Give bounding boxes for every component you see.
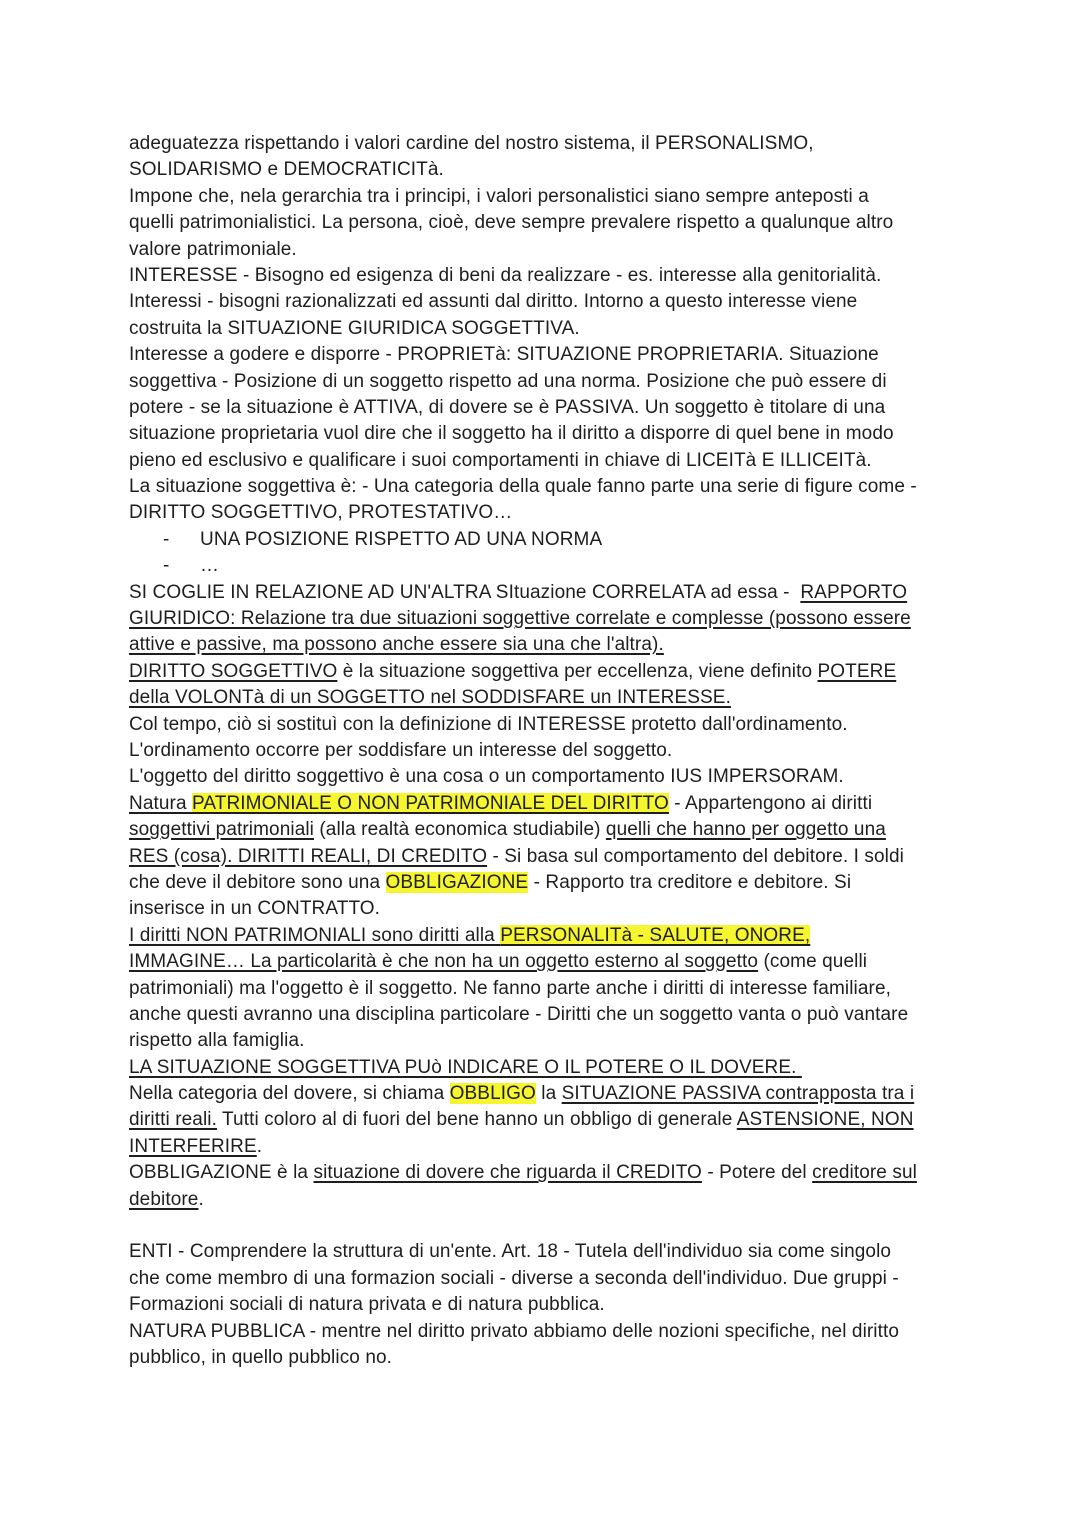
text-segment: . xyxy=(198,1188,204,1210)
text-segment: GIURIDICO: Relazione tra due situazioni soggettive correlate e complesse (possono essere xyxy=(129,608,911,630)
document-text xyxy=(129,131,959,1371)
text-segment: creditore sul xyxy=(812,1162,917,1184)
text-segment: PERSONALITà - SALUTE, ONORE, xyxy=(500,924,811,946)
document-line xyxy=(129,157,959,183)
bullet-dash: - xyxy=(163,528,170,550)
document-line xyxy=(129,1160,959,1186)
document-line xyxy=(129,923,959,949)
text-segment: RES (cosa). DIRITTI REALI, DI CREDITO xyxy=(129,845,488,867)
document-line xyxy=(129,844,959,870)
document-line xyxy=(129,870,959,896)
text-segment: SI COGLIE IN RELAZIONE AD UN'ALTRA SItuazione CORRELATA ad essa - xyxy=(129,581,801,603)
text-segment: potere - se la situazione è ATTIVA, di dovere se è PASSIVA. Un soggetto è titolare di una xyxy=(129,396,886,418)
document-line xyxy=(129,1187,959,1213)
document-line xyxy=(129,395,959,421)
document-line xyxy=(129,263,959,289)
document-line xyxy=(129,1134,959,1160)
document-line xyxy=(129,210,959,236)
text-segment: INTERFERIRE xyxy=(129,1135,257,1157)
text-segment: I diritti NON PATRIMONIALI sono diritti alla xyxy=(129,924,501,946)
document-line xyxy=(129,580,959,606)
text-segment: soggettiva - Posizione di un soggetto rispetto ad una norma. Posizione che può essere di xyxy=(129,370,887,392)
text-segment: soggettivi patrimoniali xyxy=(129,819,314,841)
text-segment: PATRIMONIALE O NON PATRIMONIALE DEL DIRITTO xyxy=(192,792,669,814)
text-segment: - Rapporto tra creditore e debitore. Si xyxy=(528,871,852,893)
text-segment: quelli patrimonialistici. La persona, cioè, deve sempre prevalere rispetto a qualunque altro xyxy=(129,212,894,234)
text-segment: - Si basa sul comportamento del debitore. I soldi xyxy=(487,845,904,867)
text-segment: adeguatezza rispettando i valori cardine del nostro sistema, il PERSONALISMO, xyxy=(129,133,814,154)
text-segment: POTERE xyxy=(817,660,897,682)
text-segment: DIRITTO SOGGETTIVO xyxy=(129,660,338,682)
document-line xyxy=(129,976,959,1002)
text-segment: INTERESSE - Bisogno ed esigenza di beni da realizzare - es. interesse alla genitorialità. xyxy=(129,264,882,286)
text-segment: Interesse a godere e disporre - PROPRIETà: SITUAZIONE PROPRIETARIA. Situazione xyxy=(129,344,879,366)
text-segment: (alla realtà economica studiabile) xyxy=(314,819,606,841)
document-line xyxy=(129,448,959,474)
document-line xyxy=(129,738,959,764)
text-segment: Col tempo, ciò si sostituì con la definizione di INTERESSE protetto dall'ordinamento. xyxy=(129,713,848,735)
text-segment: - Potere del xyxy=(701,1162,813,1184)
text-segment: (come quelli xyxy=(758,951,868,973)
document-line xyxy=(129,1107,959,1133)
text-segment: SOLIDARISMO e DEMOCRATICITà. xyxy=(129,159,444,181)
text-segment: è la situazione soggettiva per eccellenza, viene definito xyxy=(337,660,818,682)
text-segment: situazione proprietaria vuol dire che il soggetto ha il diritto a disporre di quel bene in modo xyxy=(129,423,894,445)
text-segment: Natura xyxy=(129,792,193,814)
bullet-line xyxy=(129,553,959,579)
bullet-line xyxy=(129,527,959,553)
document-line xyxy=(129,606,959,632)
document-line xyxy=(129,1292,959,1318)
text-segment: RAPPORTO xyxy=(800,581,908,603)
document-line xyxy=(129,289,959,315)
text-segment: anche questi avranno una disciplina particolare - Diritti che un soggetto vanta o può vantare xyxy=(129,1003,909,1025)
text-segment: situazione di dovere che riguarda il CREDITO xyxy=(313,1162,702,1184)
text-segment: NATURA PUBBLICA - mentre nel diritto privato abbiamo delle nozioni specifiche, nel diritto xyxy=(129,1320,900,1342)
document-line xyxy=(129,1345,959,1371)
document-line xyxy=(129,369,959,395)
bullet-dash: - xyxy=(163,555,170,577)
text-segment: UNA POSIZIONE RISPETTO AD UNA NORMA xyxy=(200,528,603,550)
document-line xyxy=(129,474,959,500)
text-segment: DIRITTO SOGGETTIVO, PROTESTATIVO… xyxy=(129,502,513,524)
text-segment: IMMAGINE… La particolarità è che non ha un oggetto esterno al soggetto xyxy=(129,951,759,973)
document-line xyxy=(129,1028,959,1054)
document-line xyxy=(129,500,959,526)
text-segment: OBBLIGAZIONE xyxy=(385,871,529,893)
document-line xyxy=(129,659,959,685)
text-segment: rispetto alla famiglia. xyxy=(129,1030,305,1052)
blank-line xyxy=(129,1213,959,1239)
document-line xyxy=(129,421,959,447)
text-segment: della VOLONTà di un SOGGETTO nel SODDISFARE un INTERESSE. xyxy=(129,687,731,709)
text-segment: valore patrimoniale. xyxy=(129,238,297,260)
text-segment: La situazione soggettiva è: - Una categoria della quale fanno parte una serie di figure come - xyxy=(129,476,917,498)
text-segment: costruita la SITUAZIONE GIURIDICA SOGGETTIVA. xyxy=(129,317,580,339)
text-segment: pubblico, in quello pubblico no. xyxy=(129,1346,393,1368)
text-segment: L'ordinamento occorre per soddisfare un interesse del soggetto. xyxy=(129,739,673,761)
text-segment: attive e passive, ma possono anche essere sia una che l'altra). xyxy=(129,634,664,656)
document-line xyxy=(129,1239,959,1265)
text-segment: LA SITUAZIONE SOGGETTIVA PUò INDICARE O IL POTERE O IL DOVERE. xyxy=(129,1056,802,1078)
text-segment: SITUAZIONE PASSIVA contrapposta tra i xyxy=(561,1083,915,1105)
document-line xyxy=(129,316,959,342)
text-segment: Formazioni sociali di natura privata e di natura pubblica. xyxy=(129,1294,605,1316)
text-segment: Tutti coloro al di fuori del bene hanno un obbligo di generale xyxy=(216,1109,737,1131)
document-line xyxy=(129,237,959,263)
text-segment: ASTENSIONE, NON xyxy=(736,1109,914,1131)
text-segment: … xyxy=(200,555,220,577)
document-line xyxy=(129,632,959,658)
document-line xyxy=(129,184,959,210)
text-segment: inserisce in un CONTRATTO. xyxy=(129,898,381,920)
text-segment: pieno ed esclusivo e qualificare i suoi comportamenti in chiave di LICEITà E ILLICEITà. xyxy=(129,449,872,471)
document-line xyxy=(129,1081,959,1107)
text-segment: . xyxy=(256,1135,263,1157)
text-segment: OBBLIGAZIONE è la xyxy=(129,1162,314,1184)
text-segment: diritti reali. xyxy=(129,1109,217,1131)
text-segment: - Appartengono ai diritti xyxy=(668,792,873,814)
text-segment: Interessi - bisogni razionalizzati ed assunti dal diritto. Intorno a questo interesse viene xyxy=(129,291,858,313)
document-line xyxy=(129,817,959,843)
document-line xyxy=(129,342,959,368)
document-line xyxy=(129,1266,959,1292)
text-segment: quelli che hanno per oggetto una xyxy=(605,819,886,841)
document-line xyxy=(129,1002,959,1028)
document-line xyxy=(129,791,959,817)
document-line xyxy=(129,131,959,157)
text-segment: debitore xyxy=(129,1188,199,1210)
document-line xyxy=(129,1319,959,1345)
text-segment: L'oggetto del diritto soggettivo è una cosa o un comportamento IUS IMPERSORAM. xyxy=(129,766,844,788)
document-line xyxy=(129,949,959,975)
text-segment: che deve il debitore sono una xyxy=(129,871,386,893)
document-line xyxy=(129,685,959,711)
text-segment: Impone che, nela gerarchia tra i principi, i valori personalistici siano sempre anteposti a xyxy=(129,185,869,207)
document-line xyxy=(129,764,959,790)
text-segment: la xyxy=(535,1083,562,1105)
text-segment: Nella categoria del dovere, si chiama xyxy=(129,1083,450,1105)
document-line xyxy=(129,896,959,922)
text-segment: ENTI - Comprendere la struttura di un'ente. Art. 18 - Tutela dell'individuo sia come singolo xyxy=(129,1241,892,1263)
text-segment: patrimoniali) ma l'oggetto è il soggetto. Ne fanno parte anche i diritti di interesse familiare, xyxy=(129,977,892,999)
text-segment: che come membro di una formazion sociali - diverse a seconda dell'individuo. Due gruppi - xyxy=(129,1267,899,1289)
document-line xyxy=(129,1055,959,1081)
text-segment: OBBLIGO xyxy=(449,1083,536,1105)
document-line xyxy=(129,712,959,738)
